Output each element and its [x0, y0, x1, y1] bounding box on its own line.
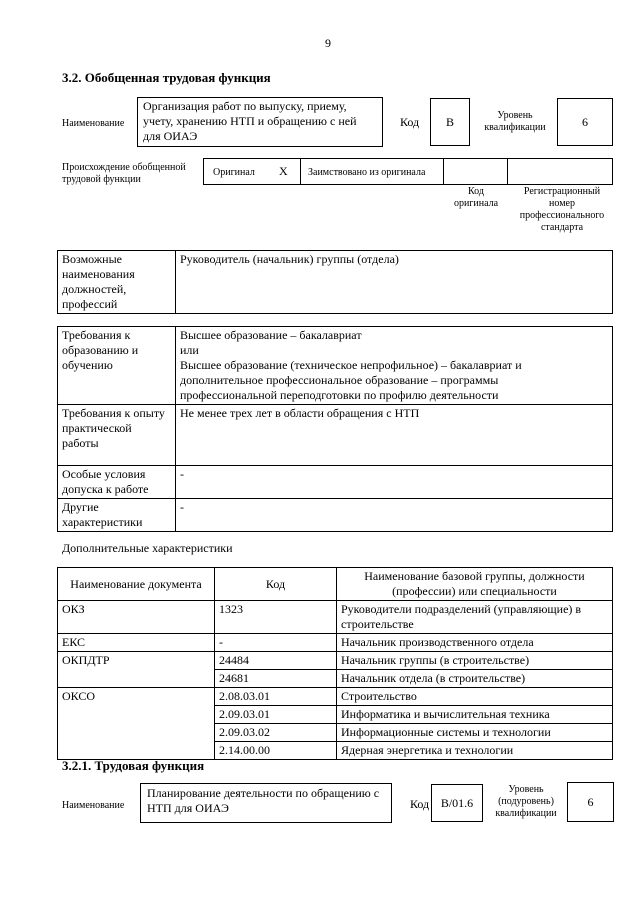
page-number: 9 — [325, 36, 331, 50]
row-code: 2.09.03.02 — [215, 724, 337, 742]
requirement-line: или — [180, 343, 199, 357]
row-code: 1323 — [215, 601, 337, 634]
row-name: Информационные системы и технологии — [337, 724, 613, 742]
gtf-name-label: Наименование — [62, 118, 125, 129]
row-doc: ОКЗ — [58, 601, 215, 634]
table-row — [58, 601, 613, 634]
requirement-row — [58, 466, 613, 499]
tf-code-label: Код — [410, 797, 430, 811]
section-title: 3.2. Обобщенная трудовая функция — [62, 70, 271, 85]
requirement-value: Не менее трех лет в области обращения с НТП — [176, 405, 613, 466]
table-row — [58, 688, 613, 706]
requirement-line: Высшее образование – бакалавриат — [180, 328, 362, 342]
origin-divider-3 — [507, 159, 508, 184]
row-name: Начальник отдела (в строительстве) — [337, 670, 613, 688]
table-row — [58, 634, 613, 652]
requirement-label: Другие характеристики — [58, 499, 176, 532]
origin-divider-2 — [443, 159, 444, 184]
origin-reg-caption: Регистрационный номер профессионального стандарта — [519, 186, 605, 233]
requirement-label: Требования к образованию и обучению — [58, 327, 176, 405]
origin-original-mark: X — [279, 164, 288, 178]
tf-name-label: Наименование — [62, 800, 125, 811]
requirement-label: Особые условия допуска к работе — [58, 466, 176, 499]
gtf-code-value: B — [430, 98, 470, 146]
positions-table — [57, 250, 613, 314]
table-row — [58, 652, 613, 670]
row-code: 2.08.03.01 — [215, 688, 337, 706]
row-code: 2.14.00.00 — [215, 742, 337, 760]
origin-original-label: Оригинал — [213, 167, 255, 178]
row-doc: ЕКС — [58, 634, 215, 652]
gtf-name-value: Организация работ по выпуску, приему, учету, хранению НТП и обращению с ней для ОИАЭ — [137, 97, 383, 147]
row-code: - — [215, 634, 337, 652]
row-name: Информатика и вычислительная техника — [337, 706, 613, 724]
requirement-line: профессиональной переподготовки по профилю деятельности — [180, 388, 499, 402]
positions-value: Руководитель (начальник) группы (отдела) — [176, 251, 613, 314]
requirement-line: Высшее образование (техническое непрофильное) – бакалавриат и — [180, 358, 522, 372]
row-name: Руководители подразделений (управляющие) в строительстве — [337, 601, 613, 634]
requirement-value: - — [176, 499, 613, 532]
gtf-level-value: 6 — [557, 98, 613, 146]
requirement-row — [58, 327, 613, 405]
header-doc: Наименование документа — [58, 568, 215, 601]
row-name: Начальник группы (в строительстве) — [337, 652, 613, 670]
requirement-value: - — [176, 466, 613, 499]
row-doc: ОКСО — [58, 688, 215, 760]
row-name: Строительство — [337, 688, 613, 706]
requirement-value — [176, 327, 613, 405]
header-name: Наименование базовой группы, должности (профессии) или специальности — [337, 568, 613, 601]
row-code: 24681 — [215, 670, 337, 688]
additional-table — [57, 567, 613, 760]
tf-level-value: 6 — [567, 782, 614, 822]
row-name: Начальник производственного отдела — [337, 634, 613, 652]
tf-code-value: B/01.6 — [431, 784, 483, 822]
gtf-code-label: Код — [400, 115, 420, 129]
row-code: 24484 — [215, 652, 337, 670]
row-name: Ядерная энергетика и технологии — [337, 742, 613, 760]
row-code: 2.09.03.01 — [215, 706, 337, 724]
origin-row — [203, 158, 613, 185]
requirements-table — [57, 326, 613, 532]
additional-header-row — [58, 568, 613, 601]
requirement-row — [58, 499, 613, 532]
gtf-level-label: Уровень квалификации — [484, 110, 546, 133]
requirement-row — [58, 405, 613, 466]
origin-label: Происхождение обобщенной трудовой функции — [62, 162, 186, 185]
requirement-line: дополнительное профессиональное образование – программы — [180, 373, 499, 387]
positions-label: Возможные наименования должностей, профессий — [58, 251, 176, 314]
additional-title: Дополнительные характеристики — [62, 541, 233, 555]
origin-borrowed-label: Заимствовано из оригинала — [308, 167, 426, 178]
tf-level-label: Уровень (подуровень) квалификации — [495, 784, 557, 819]
header-code: Код — [215, 568, 337, 601]
origin-divider-1 — [300, 159, 301, 184]
row-doc: ОКПДТР — [58, 652, 215, 688]
origin-code-caption: Код оригинала — [453, 186, 499, 209]
tf-title: 3.2.1. Трудовая функция — [62, 758, 205, 773]
tf-name-value: Планирование деятельности по обращению с НТП для ОИАЭ — [140, 783, 392, 823]
requirement-label: Требования к опыту практической работы — [58, 405, 176, 466]
